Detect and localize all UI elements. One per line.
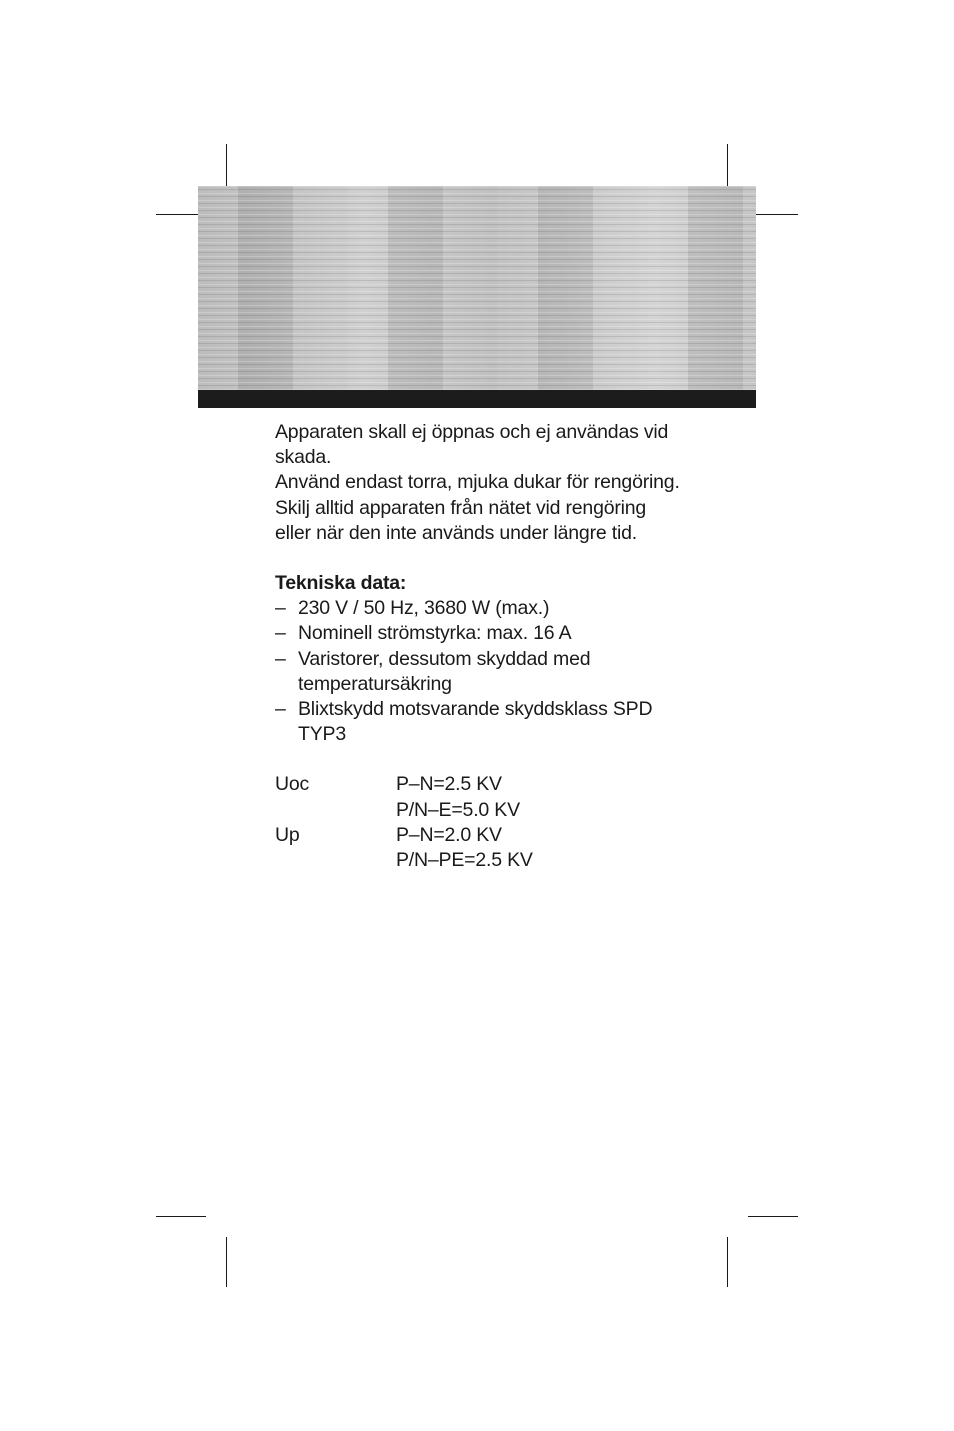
manual-text-block — [275, 420, 685, 873]
list-item-text: 230 V / 50 Hz, 3680 W (max.) — [298, 597, 550, 620]
spacer — [275, 747, 685, 772]
up-value-pnpe: P/N–PE=2.5 KV — [396, 849, 533, 872]
list-item — [275, 697, 685, 747]
empty-cell — [275, 798, 396, 823]
crop-mark-bottom-right-horizontal — [748, 1216, 798, 1217]
brushed-metal-banner — [198, 186, 756, 390]
up-value-pn: P–N=2.0 KV — [396, 823, 502, 846]
crop-mark-bottom-left-vertical — [226, 1237, 227, 1287]
dash-bullet: – — [275, 597, 286, 620]
tech-data-list — [275, 596, 685, 747]
voltage-protection-values — [275, 772, 685, 873]
crop-mark-bottom-right-vertical — [727, 1237, 728, 1287]
empty-cell — [275, 848, 396, 873]
uoc-value-pn: P–N=2.5 KV — [396, 773, 502, 796]
cleaning-paragraph: Använd endast torra, mjuka dukar för rengöring. Skilj alltid apparaten från nätet vid rengöring eller när den inte används under längre tid. — [275, 471, 680, 544]
dash-bullet: – — [275, 698, 286, 721]
list-item-text: Blixtskydd motsvarande skyddsklass SPD TYP3 — [298, 698, 653, 746]
crop-mark-bottom-left-horizontal — [156, 1216, 206, 1217]
tech-data-heading: Tekniska data: — [275, 572, 407, 595]
dash-bullet: – — [275, 622, 286, 645]
list-item-text: Varistorer, dessutom skyddad med temperatursäkring — [298, 647, 591, 695]
banner-black-bar — [198, 390, 756, 408]
list-item — [275, 647, 685, 697]
list-item — [275, 596, 685, 621]
list-item-text: Nominell strömstyrka: max. 16 A — [298, 622, 572, 645]
dash-bullet: – — [275, 647, 286, 670]
spacer — [275, 546, 685, 571]
up-label: Up — [275, 823, 300, 846]
list-item — [275, 621, 685, 646]
uoc-value-pne: P/N–E=5.0 KV — [396, 798, 520, 821]
uoc-label: Uoc — [275, 773, 310, 796]
safety-paragraph: Apparaten skall ej öppnas och ej användas vid skada. — [275, 421, 669, 469]
